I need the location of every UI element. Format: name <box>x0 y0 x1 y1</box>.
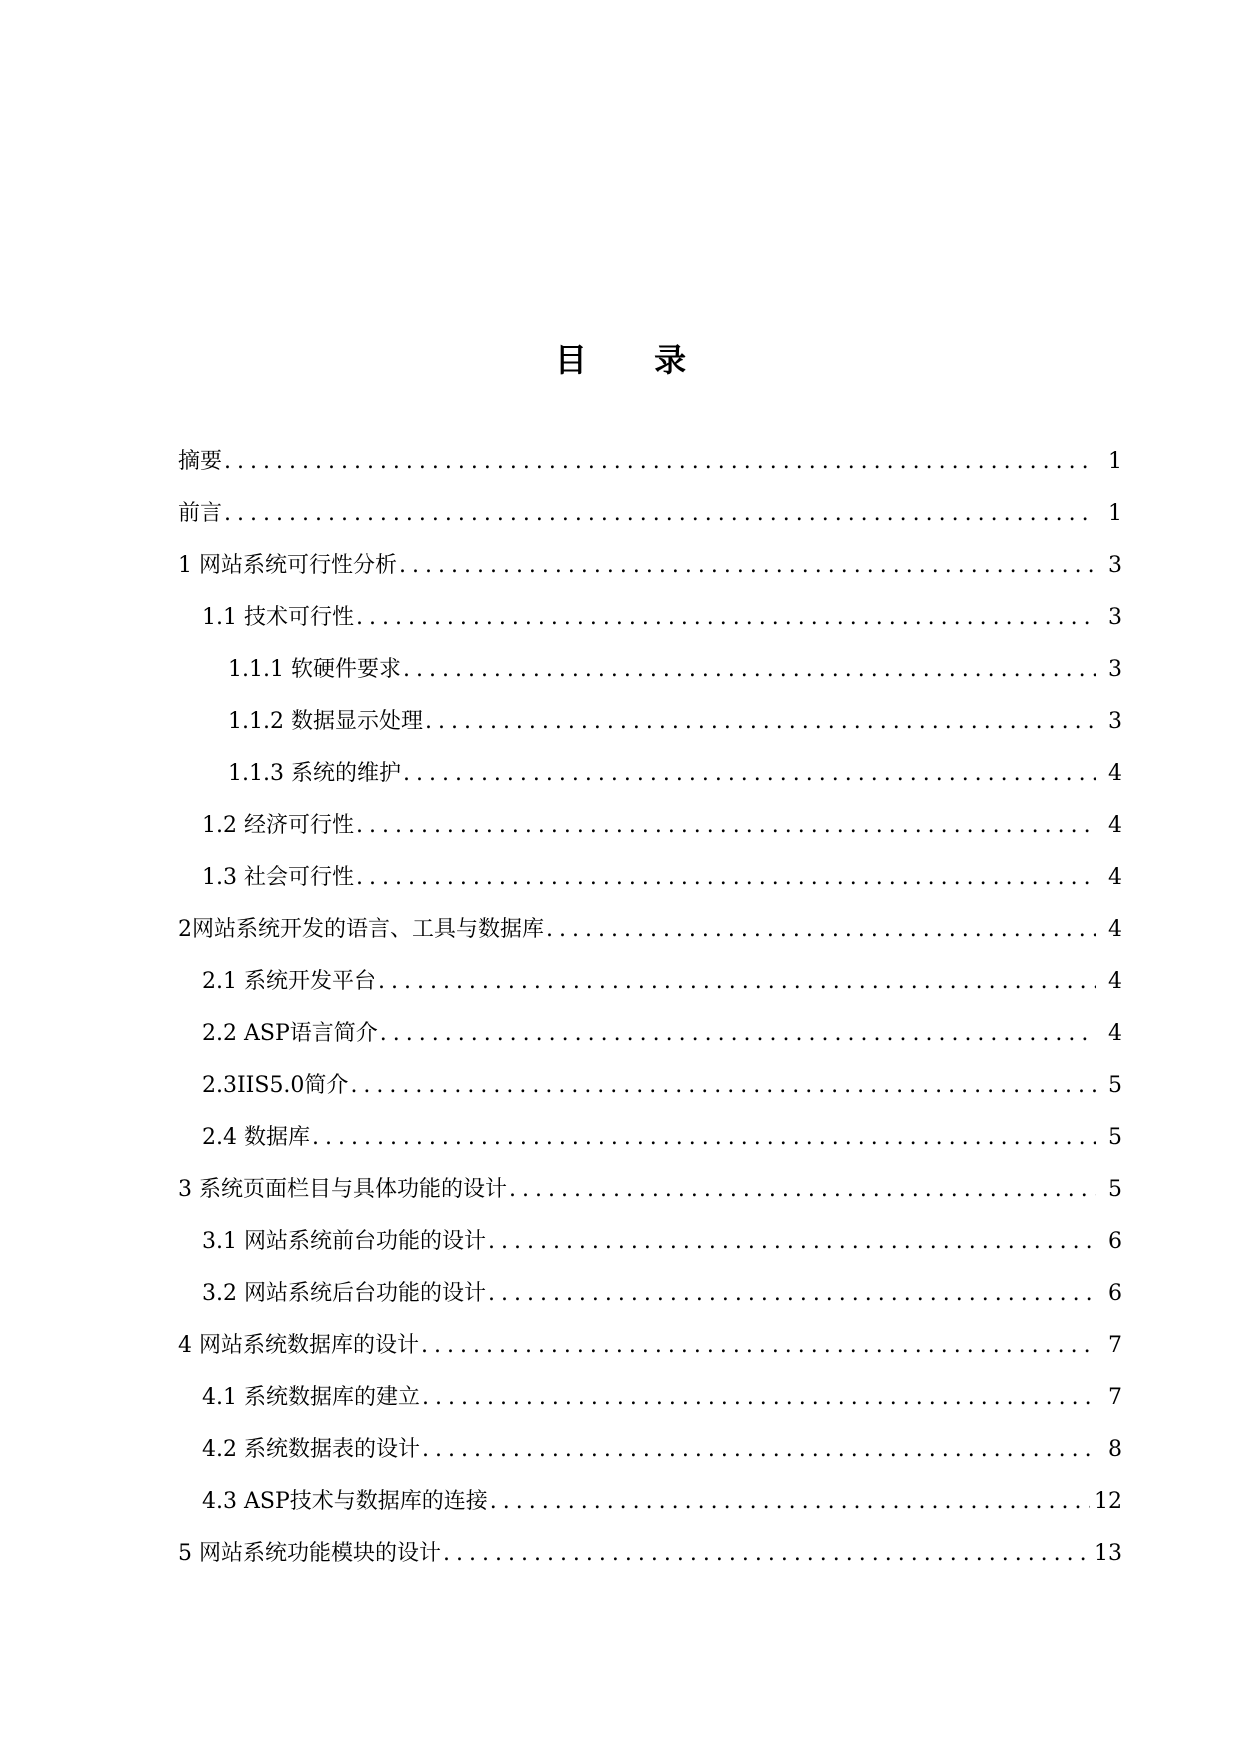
toc-page-number: 4 <box>1108 761 1122 786</box>
toc-dot-leader <box>380 1014 1096 1054</box>
toc-entry-label: 3 系统页面栏目与具体功能的设计 <box>178 1177 507 1202</box>
toc-dot-leader <box>488 1222 1096 1262</box>
toc-entry-label: 1.1 技术可行性 <box>202 605 354 630</box>
toc-entry-label: 4.2 系统数据表的设计 <box>202 1437 420 1462</box>
toc-dot-leader <box>378 962 1096 1002</box>
toc-entry-label: 1.3 社会可行性 <box>202 865 354 890</box>
toc-dot-leader <box>488 1274 1096 1314</box>
toc-entry-label: 1.1.1 软硬件要求 <box>228 657 401 682</box>
toc-entry[interactable] <box>178 1274 1122 1326</box>
toc-page-number: 3 <box>1108 657 1122 682</box>
toc-dot-leader <box>403 650 1096 690</box>
toc-page-number: 4 <box>1108 865 1122 890</box>
toc-page-number: 3 <box>1108 605 1122 630</box>
toc-entry[interactable] <box>178 1170 1122 1222</box>
toc-entry-label: 2.4 数据库 <box>202 1125 310 1150</box>
toc-dot-leader <box>422 1378 1096 1418</box>
toc-entry[interactable] <box>178 1534 1122 1586</box>
toc-entry[interactable] <box>178 650 1122 702</box>
toc-dot-leader <box>421 1326 1096 1366</box>
toc-page-number: 12 <box>1094 1489 1122 1514</box>
toc-dot-leader <box>490 1482 1090 1522</box>
toc-entry-label: 5 网站系统功能模块的设计 <box>178 1541 441 1566</box>
toc-entry[interactable] <box>178 1118 1122 1170</box>
toc-entry[interactable] <box>178 858 1122 910</box>
toc-entry-label: 4.3 ASP技术与数据库的连接 <box>202 1489 488 1514</box>
toc-dot-leader <box>356 858 1096 898</box>
toc-page-number: 6 <box>1108 1281 1122 1306</box>
toc-entry[interactable] <box>178 494 1122 546</box>
toc-entry-label: 3.2 网站系统后台功能的设计 <box>202 1281 486 1306</box>
toc-page-number: 7 <box>1108 1333 1122 1358</box>
toc-title: 目 录 <box>554 341 715 379</box>
toc-entry[interactable] <box>178 1066 1122 1118</box>
toc-entry[interactable] <box>178 962 1122 1014</box>
toc-entry-label: 前言 <box>178 501 223 526</box>
toc-page-number: 6 <box>1108 1229 1122 1254</box>
table-of-contents <box>178 442 1122 1586</box>
toc-dot-leader <box>356 806 1096 846</box>
toc-dot-leader <box>403 754 1096 794</box>
toc-page-number: 1 <box>1108 501 1122 526</box>
toc-entry-label: 4.1 系统数据库的建立 <box>202 1385 420 1410</box>
toc-page-number: 1 <box>1108 449 1122 474</box>
toc-entry[interactable] <box>178 1222 1122 1274</box>
toc-entry[interactable] <box>178 1014 1122 1066</box>
toc-dot-leader <box>350 1066 1096 1106</box>
toc-entry-label: 1 网站系统可行性分析 <box>178 553 397 578</box>
toc-entry-label: 1.1.2 数据显示处理 <box>228 709 423 734</box>
toc-entry[interactable] <box>178 702 1122 754</box>
toc-entry-label: 2.3IIS5.0简介 <box>202 1073 349 1098</box>
toc-entry[interactable] <box>178 598 1122 650</box>
toc-page-number: 8 <box>1108 1437 1122 1462</box>
toc-entry-label: 1.1.3 系统的维护 <box>228 761 401 786</box>
toc-entry-label: 4 网站系统数据库的设计 <box>178 1333 419 1358</box>
toc-dot-leader <box>224 494 1096 534</box>
toc-page-number: 4 <box>1108 813 1122 838</box>
toc-entry-label: 2.1 系统开发平台 <box>202 969 376 994</box>
toc-dot-leader <box>509 1170 1096 1210</box>
toc-page-number: 5 <box>1108 1177 1122 1202</box>
toc-dot-leader <box>425 702 1096 742</box>
toc-dot-leader <box>312 1118 1096 1158</box>
toc-entry[interactable] <box>178 1378 1122 1430</box>
toc-page-number: 7 <box>1108 1385 1122 1410</box>
toc-entry[interactable] <box>178 546 1122 598</box>
toc-page-number: 5 <box>1108 1073 1122 1098</box>
toc-page-number: 3 <box>1108 709 1122 734</box>
toc-entry[interactable] <box>178 754 1122 806</box>
toc-dot-leader <box>443 1534 1090 1574</box>
toc-page-number: 3 <box>1108 553 1122 578</box>
toc-entry-label: 1.2 经济可行性 <box>202 813 354 838</box>
toc-entry-label: 摘要 <box>178 449 223 474</box>
toc-entry[interactable] <box>178 1326 1122 1378</box>
toc-entry-label: 3.1 网站系统前台功能的设计 <box>202 1229 486 1254</box>
toc-page-number: 4 <box>1108 1021 1122 1046</box>
toc-entry[interactable] <box>178 806 1122 858</box>
toc-page-number: 13 <box>1094 1541 1122 1566</box>
toc-dot-leader <box>546 910 1096 950</box>
toc-dot-leader <box>422 1430 1096 1470</box>
toc-entry[interactable] <box>178 1430 1122 1482</box>
toc-entry[interactable] <box>178 1482 1122 1534</box>
toc-page-number: 4 <box>1108 917 1122 942</box>
toc-dot-leader <box>399 546 1096 586</box>
toc-entry[interactable] <box>178 442 1122 494</box>
toc-entry-label: 2网站系统开发的语言、工具与数据库 <box>178 917 544 942</box>
toc-page-number: 5 <box>1108 1125 1122 1150</box>
toc-dot-leader <box>224 442 1096 482</box>
toc-dot-leader <box>356 598 1096 638</box>
toc-entry-label: 2.2 ASP语言简介 <box>202 1021 378 1046</box>
toc-page-number: 4 <box>1108 969 1122 994</box>
toc-entry[interactable] <box>178 910 1122 962</box>
